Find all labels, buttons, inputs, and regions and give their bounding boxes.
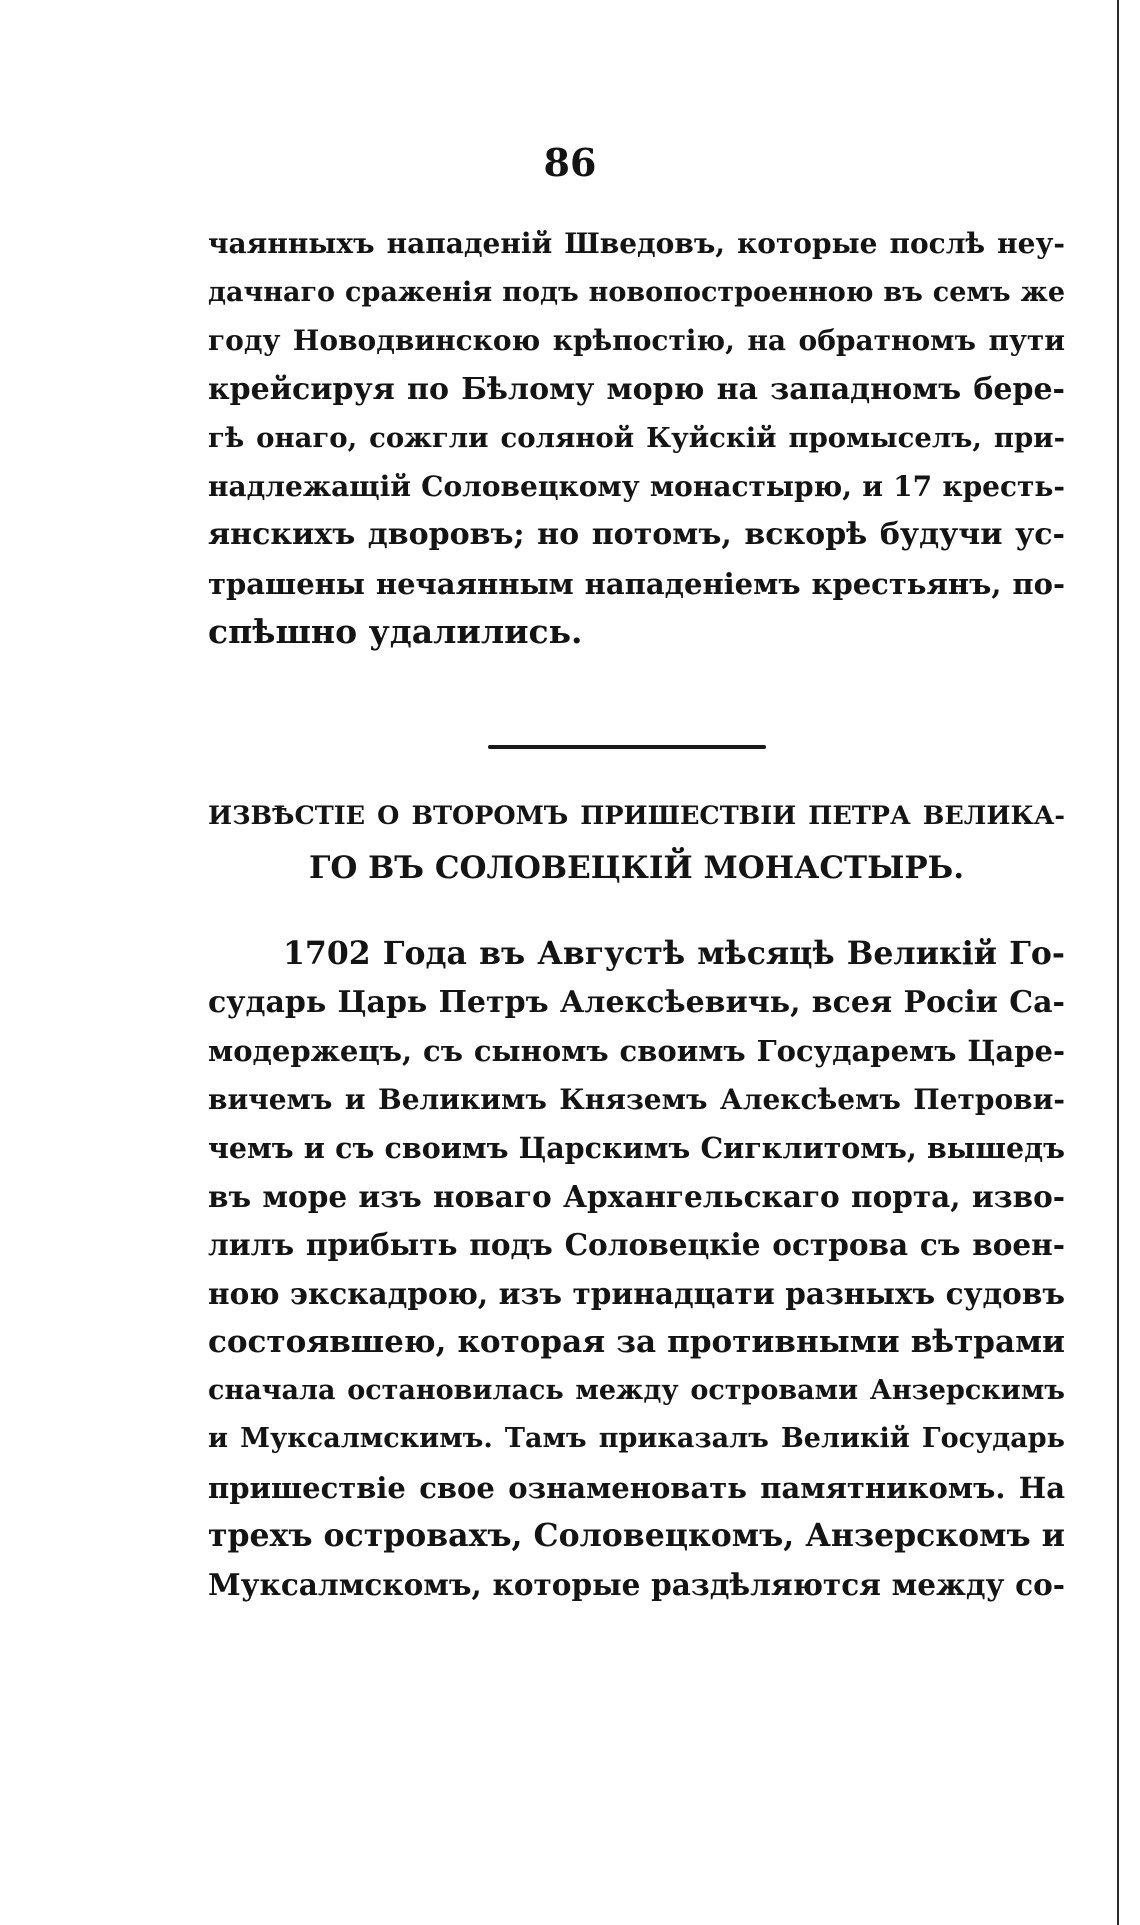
text-line: модержецъ, съ сыномъ своимъ Государемъ Царе- xyxy=(208,1034,1065,1068)
paragraph-1 xyxy=(208,220,1065,657)
text-line: вичемъ и Великимъ Княземъ Алексѣемъ Петрови- xyxy=(208,1082,1065,1116)
text-line: Муксалмскомъ, которые раздѣляются между со- xyxy=(208,1566,1065,1602)
text-line: гѣ онаго, сожгли соляной Куйскiй промыселъ, при- xyxy=(208,422,1065,454)
page-edge-line xyxy=(1117,0,1119,1925)
text-line: дачнаго сраженiя подъ новопостроенною въ семъ же xyxy=(208,276,1065,308)
paragraph-2 xyxy=(208,930,1065,1609)
section-divider xyxy=(488,745,766,749)
text-line: сначала остановилась между островами Анзерскимъ xyxy=(208,1374,1065,1406)
text-line: надлежащiй Соловецкому монастырю, и 17 кресть- xyxy=(208,469,1065,503)
text-line: году Новодвинскою крѣпостiю, на обратномъ пути xyxy=(208,324,1065,357)
text-line: чаянныхъ нападенiй Шведовъ, которые послѣ неу- xyxy=(208,227,1065,260)
text-line: трехъ островахъ, Соловецкомъ, Анзерскомъ и xyxy=(208,1517,1065,1554)
text-line: крейсируя по Бѣлому морю на западномъ бере- xyxy=(208,371,1065,407)
heading-line: ИЗВѢСТIЕ О ВТОРОМЪ ПРИШЕСТВIИ ПЕТРА ВЕЛИКА- xyxy=(208,801,1065,831)
text-line: 1702 Года въ Августѣ мѣсяцѣ Великiй Го- xyxy=(283,935,1065,972)
text-line: ною экскадрою, изъ тринадцати разныхъ судовъ xyxy=(208,1275,1065,1311)
text-line: и Муксалмскимъ. Тамъ приказалъ Великiй Государь xyxy=(208,1423,1065,1454)
text-line: спѣшно удалились. xyxy=(208,612,583,651)
text-line: чемъ и съ своимъ Царскимъ Сигклитомъ, вышедъ xyxy=(208,1131,1065,1165)
text-line: лилъ прибыть подъ Соловецкiе острова съ воен- xyxy=(208,1227,1065,1262)
section-heading xyxy=(208,790,1065,894)
page-number: 86 xyxy=(543,140,597,185)
heading-line: ГО ВЪ СОЛОВЕЦКIЙ МОНАСТЫРЬ. xyxy=(308,850,965,886)
text-line: состоявшею, которая за противными вѣтрами xyxy=(208,1324,1065,1360)
text-line: пришествiе свое ознаменовать памятникомъ. На xyxy=(208,1470,1065,1505)
text-line: трашены нечаянным нападенiемъ крестьянъ, по- xyxy=(208,566,1065,601)
text-line: въ море изъ новаго Архангельскаго порта, изво- xyxy=(208,1178,1065,1214)
text-line: сударь Царь Петръ Алексѣевичь, всея Росiи Са- xyxy=(208,984,1065,1020)
text-line: янскихъ дворовъ; но потомъ, вскорѣ будучи ус- xyxy=(208,517,1065,552)
